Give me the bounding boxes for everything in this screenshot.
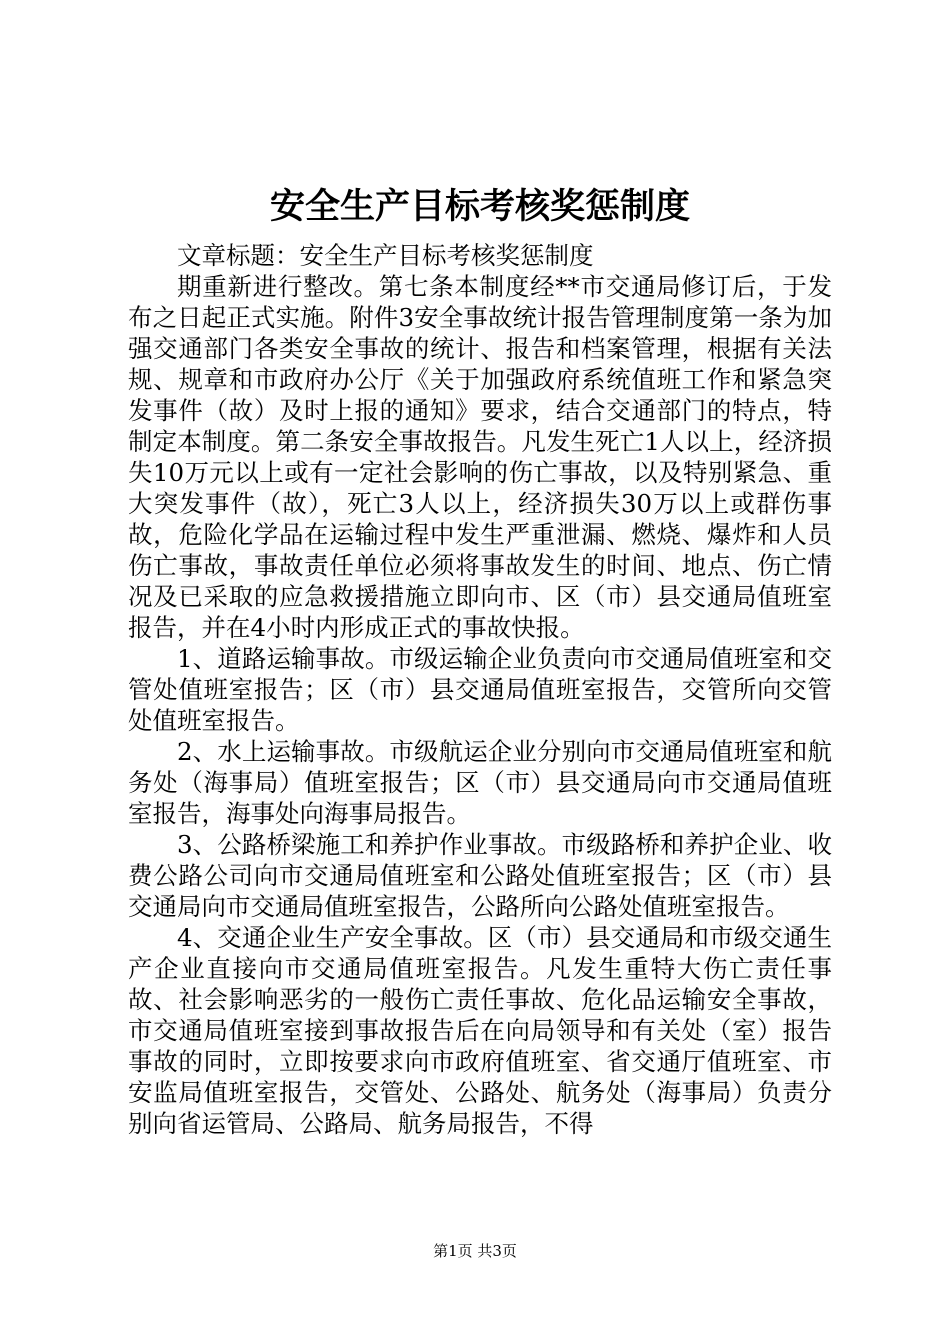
paragraph-intro: 期重新进行整改。第七条本制度经**市交通局修订后，于发布之日起正式实施。附件3安全事故统计报告管理制度第一条为加强交通部门各类安全事故的统计、报告和档案管理，根据有关法规、规章和市政府办公厅《关于加强政府系统值班工作和紧急突发事件（故）及时上报的通知》要求，结合交通部门的特点，特制定本制度。第二条安全事故报告。凡发生死亡1人以上，经济损失10万元以上或有一定社会影响的伤亡事故，以及特别紧急、重大突发事件（故），死亡3人以上，经济损失30万以上或群伤事故，危险化学品在运输过程中发生严重泄漏、燃烧、爆炸和人员伤亡事故，事故责任单位必须将事故发生的时间、地点、伤亡情况及已采取的应急救援措施立即向市、区（市）县交通局值班室报告，并在4小时内形成正式的事故快报。 <box>128 272 832 642</box>
paragraph-enterprise-safety: 4、交通企业生产安全事故。区（市）县交通局和市级交通生产企业直接向市交通局值班室报告。凡发生重特大伤亡责任事故、社会影响恶劣的一般伤亡责任事故、危化品运输安全事故，市交通局值班室接到事故报告后在向局领导和有关处（室）报告事故的同时，立即按要求向市政府值班室、省交通厅值班室、市安监局值班室报告，交管处、公路处、航务处（海事局）负责分别向省运管局、公路局、航务局报告，不得 <box>128 923 832 1138</box>
article-title-line: 文章标题：安全生产目标考核奖惩制度 <box>177 241 594 270</box>
document-body <box>128 240 832 1139</box>
paragraph-water-transport: 2、水上运输事故。市级航运企业分别向市交通局值班室和航务处（海事局）值班室报告；区（市）县交通局向市交通局值班室报告，海事处向海事局报告。 <box>128 737 832 828</box>
page-number-footer: 第1页 共3页 <box>433 1242 517 1260</box>
document-page <box>128 182 832 1139</box>
document-title: 安全生产目标考核奖惩制度 <box>269 186 690 227</box>
paragraph-road-transport: 1、道路运输事故。市级运输企业负责向市交通局值班室和交管处值班室报告；区（市）县交通局值班室报告，交管所向交管处值班室报告。 <box>128 644 832 735</box>
paragraph-highway-bridge: 3、公路桥梁施工和养护作业事故。市级路桥和养护企业、收费公路公司向市交通局值班室和公路处值班室报告；区（市）县交通局向市交通局值班室报告，公路所向公路处值班室报告。 <box>128 830 832 921</box>
